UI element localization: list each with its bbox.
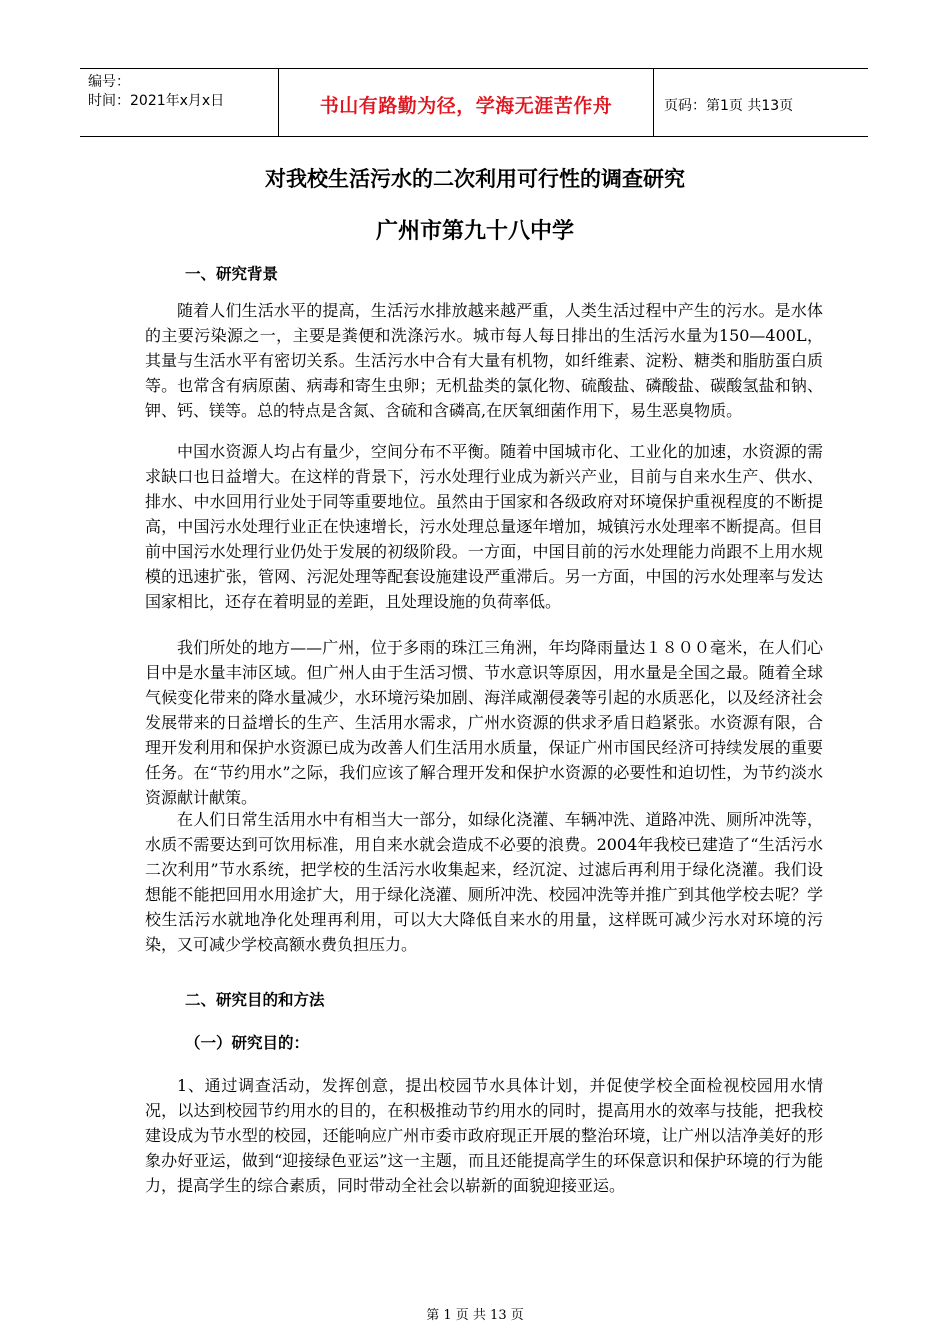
- section1-paragraph: 中国水资源人均占有量少，空间分布不平衡。随着中国城市化、工业化的加速，水资源的需求缺口也日益增大。在这样的背景下，污水处理行业成为新兴产业，目前与自来水生产、供水、排水、中水回用行业处于同等重要地位。虽然由于国家和各级政府对环境保护重视程度的不断提高，中国污水处理行业正在快速增长，污水处理总量逐年增加，城镇污水处理率不断提高。但目前中国污水处理行业仍处于发展的初级阶段。一方面，中国目前的污水处理能力尚跟不上用水规模的迅速扩张，管网、污泥处理等配套设施建设严重滞后。另一方面，中国的污水处理率与发达国家相比，还存在着明显的差距，且处理设施的负荷率低。: [145, 442, 823, 611]
- header-motto: 书山有路勤为径，学海无涯苦作舟: [319, 95, 613, 117]
- section1-paragraph: 我们所处的地方——广州，位于多雨的珠江三角洲，年均降雨量达１８００毫米，在人们心目中是水量丰沛区域。但广州人由于生活习惯、节水意识等原因，用水量是全国之最。随着全球气候变化带来的降水量减少，水环境污染加剧、海洋咸潮侵袭等引起的水质恶化，以及经济社会发展带来的日益增长的生产、生活用水需求，广州水资源的供求矛盾日趋紧张。水资源有限，合理开发利用和保护水资源已成为改善人们生活用水质量，保证广州市国民经济可持续发展的重要任务。在“节约用水”之际，我们应该了解合理开发和保护水资源的必要性和迫切性，为节约淡水资源献计献策。: [145, 638, 823, 807]
- section2-heading: 二、研究目的和方法: [185, 991, 325, 1009]
- header-divider: [653, 69, 654, 136]
- time-label: 时间：2021年x月x日: [88, 93, 225, 109]
- header-page-info: 页码：第1页 共13页: [664, 98, 794, 114]
- subsection1-paragraph: 1、通过调查活动，发挥创意，提出校园节水具体计划，并促使学校全面检视校园用水情况，以达到校园节约用水的目的，在积极推动节约用水的同时，提高用水的效率与技能，把我校建设成为节水型的校园，还能响应广州市委市政府现正开展的整治环境，让广州以洁净美好的形象办好亚运，做到“迎接绿色亚运”这一主题，而且还能提高学生的环保意识和保护环境的行为能力，提高学生的综合素质，同时带动全社会以崭新的面貌迎接亚运。: [145, 1076, 823, 1195]
- section1-heading: 一、研究背景: [185, 265, 279, 283]
- school-name: 广州市第九十八中学: [375, 219, 574, 244]
- section1-paragraph: 随着人们生活水平的提高，生活污水排放越来越严重，人类生活过程中产生的污水。是水体的主要污染源之一，主要是粪便和洗涤污水。城市每人每日排出的生活污水量为150—400L，其量与生活水平有密切关系。生活污水中合有大量有机物，如纤维素、淀粉、糖类和脂肪蛋白质等。也常含有病原菌、病毒和寄生虫卵；无机盐类的氯化物、硫酸盐、磷酸盐、碳酸氢盐和钠、钾、钙、镁等。总的特点是含氮、含硫和含磷高,在厌氧细菌作用下，易生恶臭物质。: [145, 301, 823, 420]
- section1-paragraph: 在人们日常生活用水中有相当大一部分，如绿化浇灌、车辆冲洗、道路冲洗、厕所冲洗等，水质不需要达到可饮用标准，用自来水就会造成不必要的浪费。2004年我校已建造了“生活污水二次利用”节水系统，把学校的生活污水收集起来，经沉淀、过滤后再利用于绿化浇灌。我们设想能不能把回用水用途扩大，用于绿化浇灌、厕所冲洗、校园冲洗等并推广到其他学校去呢？学校生活污水就地净化处理再利用，可以大大降低自来水的用量，这样既可减少污水对环境的污染，又可减少学校高额水费负担压力。: [145, 810, 823, 954]
- header-box: [80, 68, 868, 137]
- header-meta: [88, 73, 224, 111]
- subsection1-heading: （一）研究目的：: [185, 1034, 310, 1052]
- page-footer: 第 1 页 共 13 页: [426, 1308, 524, 1323]
- document-title: 对我校生活污水的二次利用可行性的调查研究: [265, 167, 685, 191]
- number-label: 编号：: [88, 74, 130, 90]
